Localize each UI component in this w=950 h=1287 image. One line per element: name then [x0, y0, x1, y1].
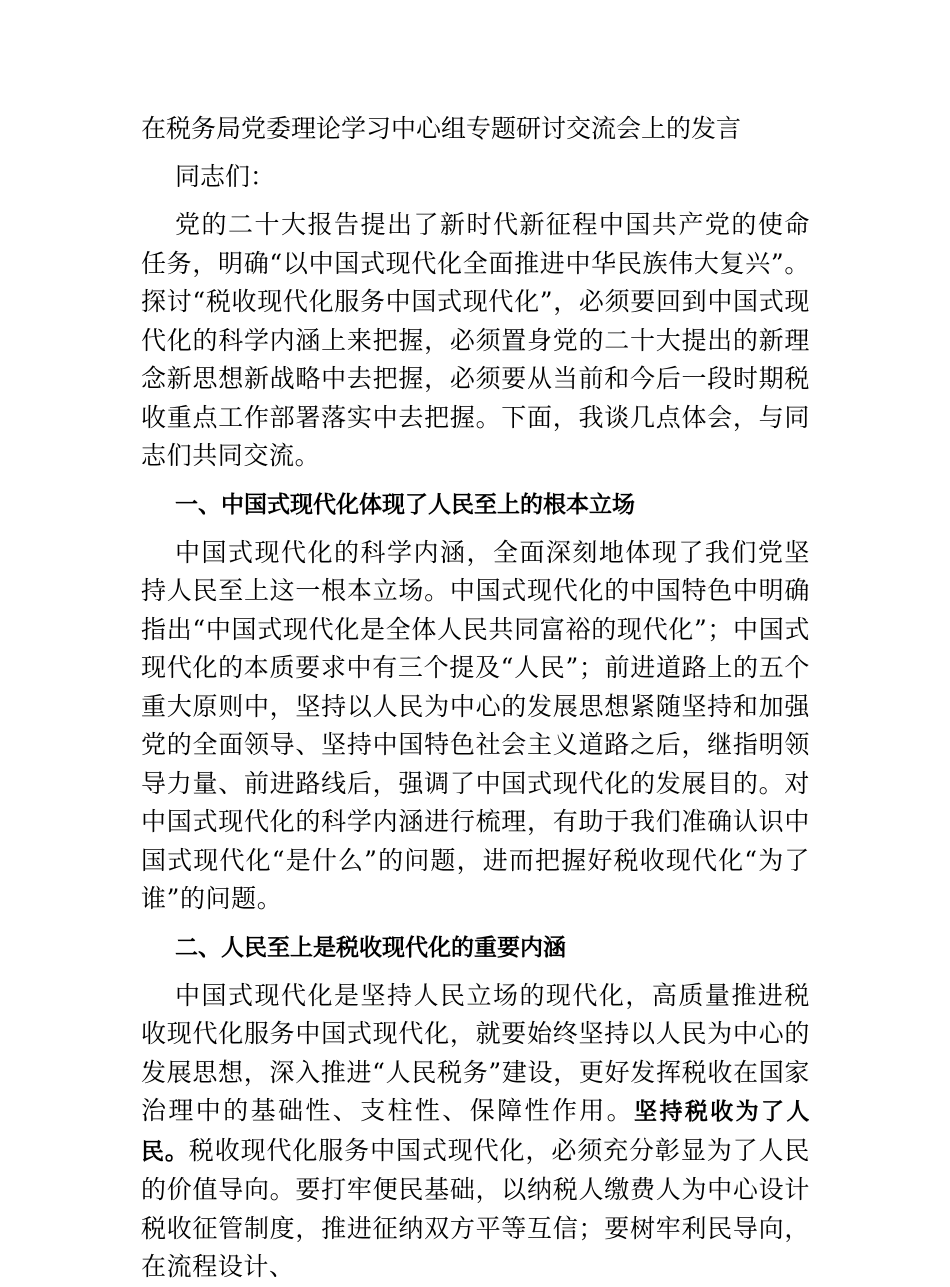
salutation: 同志们： [175, 162, 276, 191]
intro-paragraph: 党的二十大报告提出了新时代新征程中国共产党的使命任务，明确“以中国式现代化全面推进中华民族伟大复兴”。探讨“税收现代化服务中国式现代化”，必须要回到中国式现代化的科学内涵上来把握，必须置身党的二十大提出的新理念新思想新战略中去把握，必须要从当前和今后一段时期税收重点工作部署落实中去把握。下面，我谈几点体会，与同志们共同交流。 [141, 210, 810, 470]
section-2-paragraph [141, 977, 810, 1287]
section-2-emphasis: 坚持税收为了人民。 [141, 1099, 810, 1165]
section-1-paragraph: 中国式现代化的科学内涵，全面深刻地体现了我们党坚持人民至上这一根本立场。中国式现代化的中国特色中明确指出“中国式现代化是全体人民共同富裕的现代化”；中国式现代化的本质要求中有三个提及“人民”；前进道路上的五个重大原则中，坚持以人民为中心的发展思想紧随坚持和加强党的全面领导、坚持中国特色社会主义道路之后，继指明领导力量、前进路线后，强调了中国式现代化的发展目的。对中国式现代化的科学内涵进行梳理，有助于我们准确认识中国式现代化“是什么”的问题，进而把握好税收现代化“为了谁”的问题。 [141, 537, 810, 913]
section-heading-2: 二、人民至上是税收现代化的重要内涵 [175, 934, 566, 961]
section-2-text-before: 中国式现代化是坚持人民立场的现代化，高质量推进税收现代化服务中国式现代化，就要始终坚持以人民为中心的发展思想，深入推进“人民税务”建设，更好发挥税收在国家治理中的基础性、支柱性、保障性作用。 [141, 980, 810, 1125]
section-heading-1: 一、中国式现代化体现了人民至上的根本立场 [175, 491, 635, 518]
document-title: 在税务局党委理论学习中心组专题研讨交流会上的发言 [141, 114, 742, 143]
section-2-text-after: 税收现代化服务中国式现代化，必须充分彰显为了人民的价值导向。要打牢便民基础，以纳税人缴费人为中心设计税收征管制度，推进征纳双方平等互信；要树牢利民导向，在流程设计、 [141, 1135, 810, 1281]
